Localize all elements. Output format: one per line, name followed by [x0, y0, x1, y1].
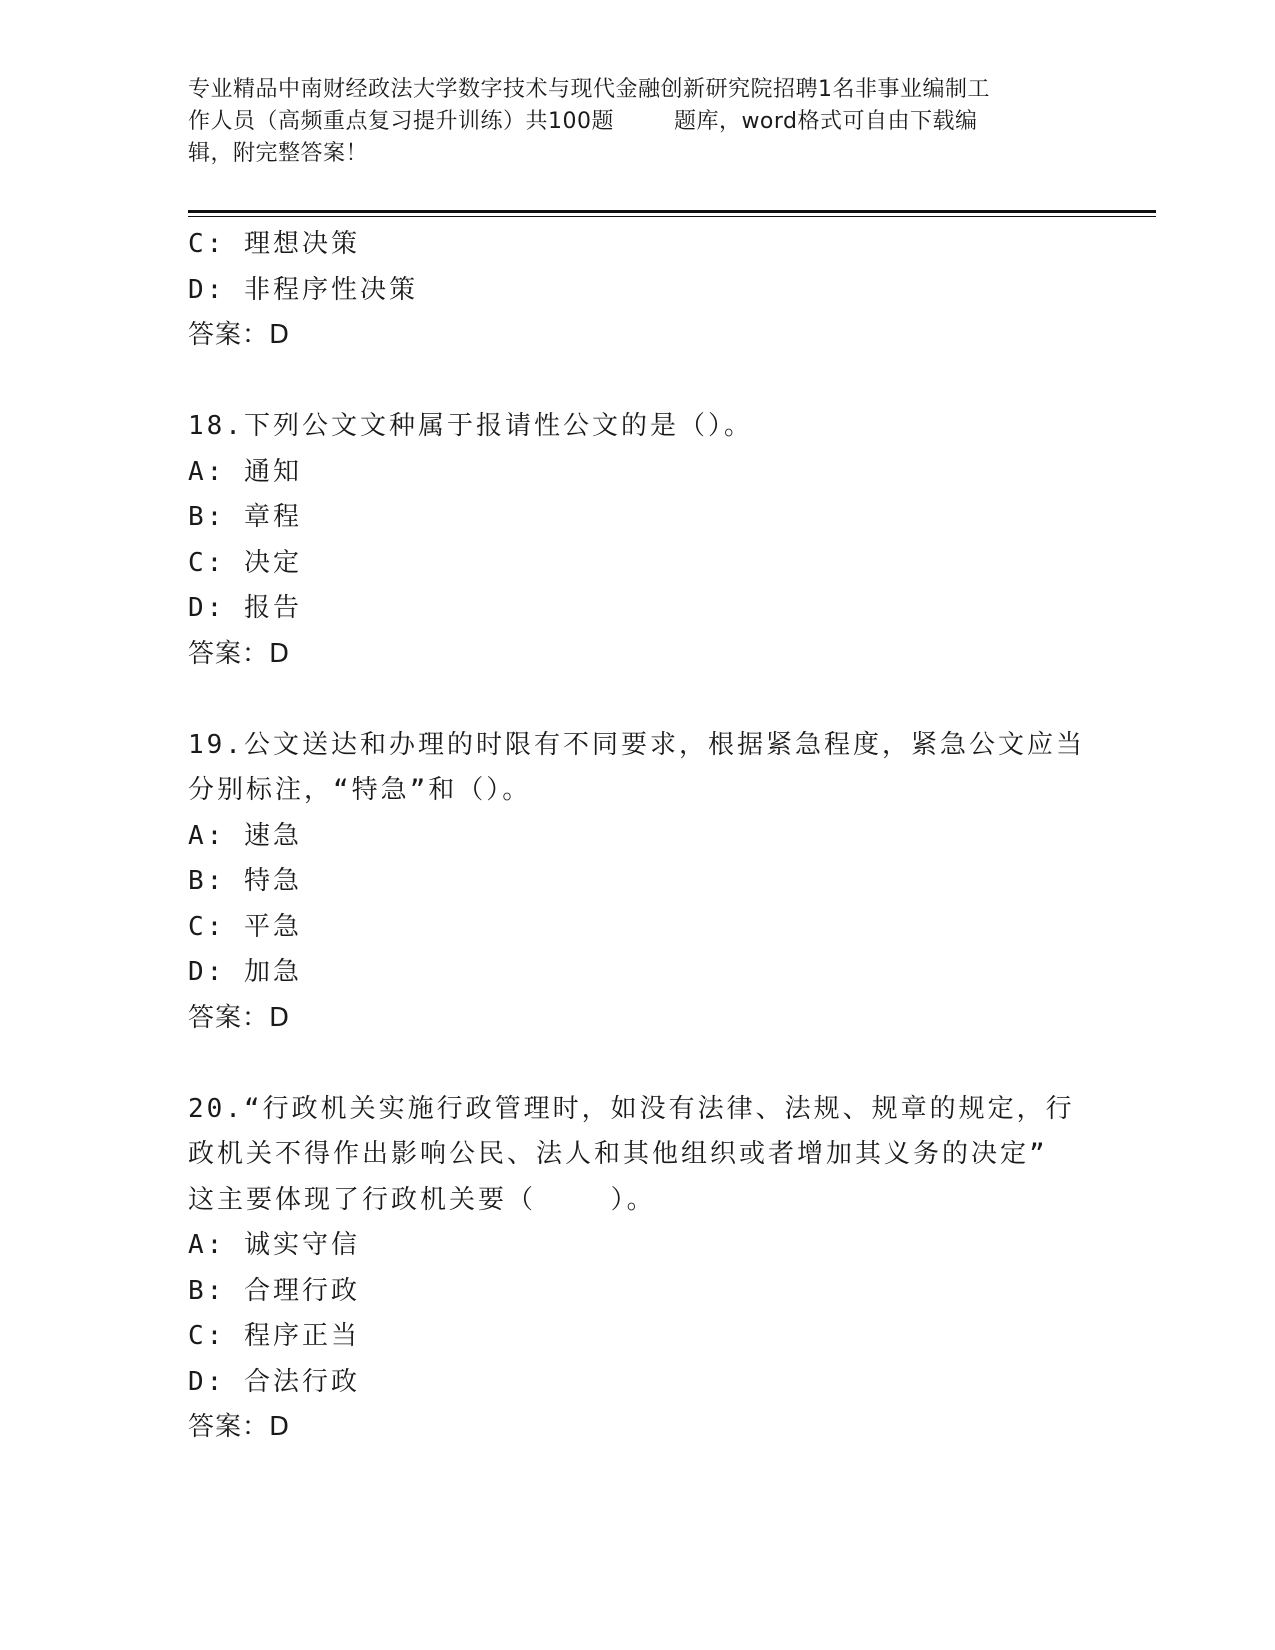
option-letter: D:	[188, 1366, 226, 1397]
option-text: 决定	[243, 547, 302, 578]
header-line-3: 辑，附完整答案！	[188, 141, 369, 166]
option-a	[188, 1223, 1088, 1269]
option-a	[188, 450, 1088, 496]
option-d	[188, 586, 1088, 632]
spacer	[188, 1041, 1088, 1087]
option-text: 合法行政	[243, 1366, 360, 1397]
option-text: 诚实守信	[243, 1230, 360, 1260]
option-b	[188, 1269, 1088, 1315]
option-text: 程序正当	[243, 1321, 360, 1351]
option-c	[188, 905, 1088, 951]
option-text: 章程	[243, 502, 302, 532]
option-text: 非程序性决策	[243, 274, 418, 305]
option-letter: C:	[188, 547, 226, 578]
question-stem-line-3: 这主要体现了行政机关要（ ）。	[188, 1184, 656, 1215]
spacer	[188, 359, 1088, 405]
option-letter: C:	[188, 229, 226, 259]
option-letter: D:	[188, 957, 226, 987]
option-letter: B:	[188, 1275, 226, 1306]
question-stem-line-2: 分别标注，“特急”和（）。	[188, 775, 532, 805]
question-stem-line-1: 20.“行政机关实施行政管理时，如没有法律、法规、规章的规定，行	[188, 1093, 1075, 1124]
option-letter: B:	[188, 502, 226, 532]
spacer	[188, 677, 1088, 723]
question-19	[188, 723, 1088, 1042]
option-c	[188, 222, 1088, 268]
option-d	[188, 268, 1088, 314]
option-letter: B:	[188, 866, 226, 896]
option-a	[188, 814, 1088, 860]
question-20	[188, 1087, 1088, 1451]
option-b	[188, 495, 1088, 541]
option-letter: D:	[188, 274, 226, 305]
header-divider-thin	[188, 216, 1156, 217]
option-text: 特急	[243, 866, 302, 896]
option-letter: C:	[188, 911, 226, 942]
option-letter: C:	[188, 1321, 226, 1351]
document-header	[188, 74, 1088, 170]
option-letter: A:	[188, 820, 226, 851]
option-c	[188, 541, 1088, 587]
option-text: 加急	[243, 957, 302, 987]
question-list	[188, 222, 1088, 1451]
option-letter: A:	[188, 1230, 226, 1260]
answer-line: 答案：D	[188, 638, 291, 669]
option-text: 通知	[243, 456, 302, 487]
answer-line: 答案：D	[188, 1002, 291, 1033]
question-17-continuation	[188, 222, 1088, 359]
option-d	[188, 950, 1088, 996]
option-text: 平急	[243, 911, 302, 942]
option-text: 合理行政	[243, 1275, 360, 1306]
answer-line: 答案：D	[188, 1412, 291, 1442]
header-line-2: 作人员（高频重点复习提升训练）共100题 题库，word格式可自由下载编	[188, 109, 978, 134]
question-18	[188, 404, 1088, 677]
header-divider-thick	[188, 210, 1156, 213]
header-line-1: 专业精品中南财经政法大学数字技术与现代金融创新研究院招聘1名非事业编制工	[188, 77, 990, 102]
answer-line: 答案：D	[188, 320, 291, 350]
option-text: 速急	[243, 820, 302, 851]
question-stem-line-1: 19.公文送达和办理的时限有不同要求，根据紧急程度，紧急公文应当	[188, 729, 1085, 760]
option-b	[188, 859, 1088, 905]
option-text: 理想决策	[243, 229, 360, 259]
option-letter: A:	[188, 456, 226, 487]
question-stem-line-2: 政机关不得作出影响公民、法人和其他组织或者增加其义务的决定”	[188, 1139, 1048, 1169]
option-d	[188, 1360, 1088, 1406]
question-stem: 18.下列公文文种属于报请性公文的是（）。	[188, 411, 753, 441]
option-c	[188, 1314, 1088, 1360]
option-letter: D:	[188, 593, 226, 623]
option-text: 报告	[243, 593, 302, 623]
